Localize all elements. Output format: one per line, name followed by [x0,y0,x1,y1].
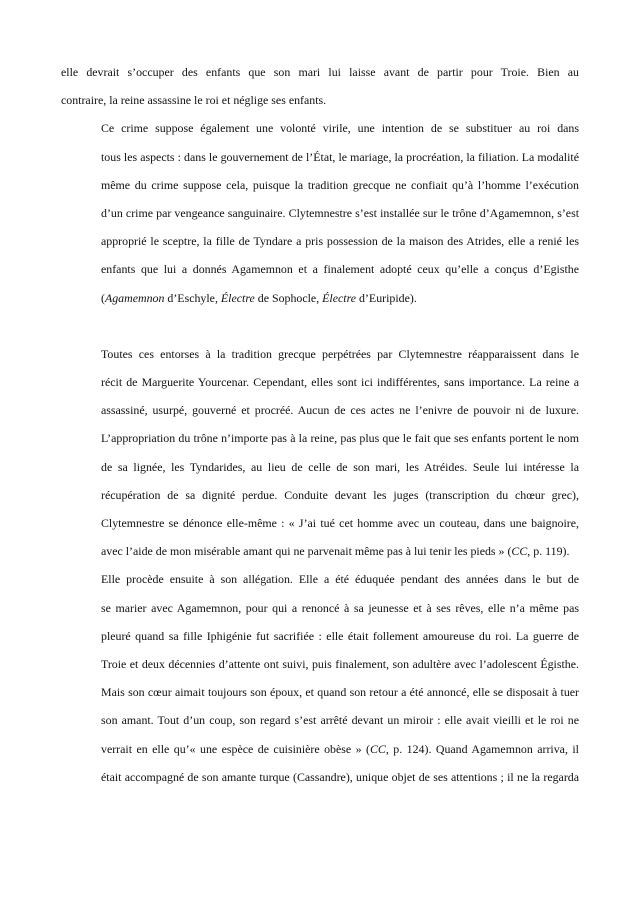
text-line: récit de Marguerite Yourcenar. Cependant, elles sont ici indifférentes, sans importance. La reine a [101,375,579,390]
text-line-with-italics [61,735,579,763]
text-line: Toutes ces entorses à la tradition grecque perpétrées par Clytemnestre réapparaissent dans le [101,346,579,361]
text-line: était accompagné de son amante turque (Cassandre), unique objet de ses attentions ; il ne la regarda [101,769,579,784]
text-run: ( [101,290,105,305]
text-line: Mais son cœur aimait toujours son époux, et quand son retour a été annoncé, elle se disposait à tuer [101,685,579,700]
text-line: pleuré quand sa fille Iphigénie fut sacrifiée : elle était follement amoureuse du roi. La guerre de [101,628,579,643]
text-line: approprié le sceptre, la fille de Tyndare a pris possession de la maison des Atrides, elle a renié les [101,234,579,249]
italic-title: Agamemnon [104,290,165,305]
text-line: récupération de sa dignité perdue. Conduite devant les juges (transcription du chœur grec), [101,487,579,502]
text-run: , p. 119). [527,544,570,559]
text-run: d’Eschyle, [164,290,221,305]
text-run: verrait en elle qu’« une espèce de cuisinière obèse » ( [101,741,370,756]
text-line: même du crime suppose cela, puisque la tradition grecque ne confiait qu’à l’homme l’exécution [101,177,579,192]
text-line-with-italics [61,284,579,312]
text-line: tous les aspects : dans le gouvernement de l’État, le mariage, la procréation, la filiation. La modalité [101,149,579,164]
text-line: elle devrait s’occuper des enfants que son mari lui laisse avant de partir pour Troie. Bien au [61,65,579,79]
text-line-with-italics [61,537,579,565]
text-line: se marier avec Agamemnon, pour qui a renoncé à sa jeunesse et à ses rêves, elle n’a même pas [101,600,579,615]
text-line: de sa lignée, les Tyndarides, au lieu de celle de son mari, les Atréides. Seule lui intéresse la [101,459,579,474]
text-line: Troie et deux décennies d’attente ont suivi, puis finalement, son adultère avec l’adolescent Égisthe. [101,657,579,672]
italic-title: Électre [220,290,255,305]
italic-abbreviation: CC [511,544,528,559]
text-line: son amant. Tout d’un coup, son regard s’est arrêté devant un miroir : elle avait vieilli et le roi ne [101,713,579,728]
text-run: d’Euripide). [356,290,417,305]
paragraph-3 [61,340,579,566]
text-run: , p. 124). Quand Agamemnon arriva, il [385,741,579,756]
paragraph-2 [61,114,579,311]
italic-title: Électre [322,290,357,305]
document-body [61,58,579,791]
text-line: Elle procède ensuite à son allégation. Elle a été éduquée pendant des années dans le but de [101,572,579,587]
text-line: L’appropriation du trône n’importe pas à la reine, pas plus que le fait que ses enfants portent le nom [101,431,579,446]
text-run: de Sophocle, [254,290,323,305]
text-run: avec l’aide de mon misérable amant qui ne parvenait même pas à lui tenir les pieds » ( [101,544,512,559]
text-line: assassiné, usurpé, gouverné et procréé. Aucun de ces actes ne l’enivre de pouvoir ni de luxure. [101,403,579,418]
text-line: Clytemnestre se dénonce elle-même : « J’ai tué cet homme avec un couteau, dans une baignoire, [101,516,579,531]
text-line: enfants que lui a donnés Agamemnon et a finalement adopté ceux qu’elle a conçus d’Egisthe [101,262,579,277]
paragraph-1 [61,58,579,114]
text-line: Ce crime suppose également une volonté virile, une intention de se substituer au roi dans [101,121,579,136]
text-line: contraire, la reine assassine le roi et néglige ses enfants. [61,93,327,108]
paragraph-4 [61,565,579,791]
italic-abbreviation: CC [369,741,386,756]
text-line: d’un crime par vengeance sanguinaire. Clytemnestre s’est installée sur le trône d’Agamemnon, s’est [101,206,579,221]
